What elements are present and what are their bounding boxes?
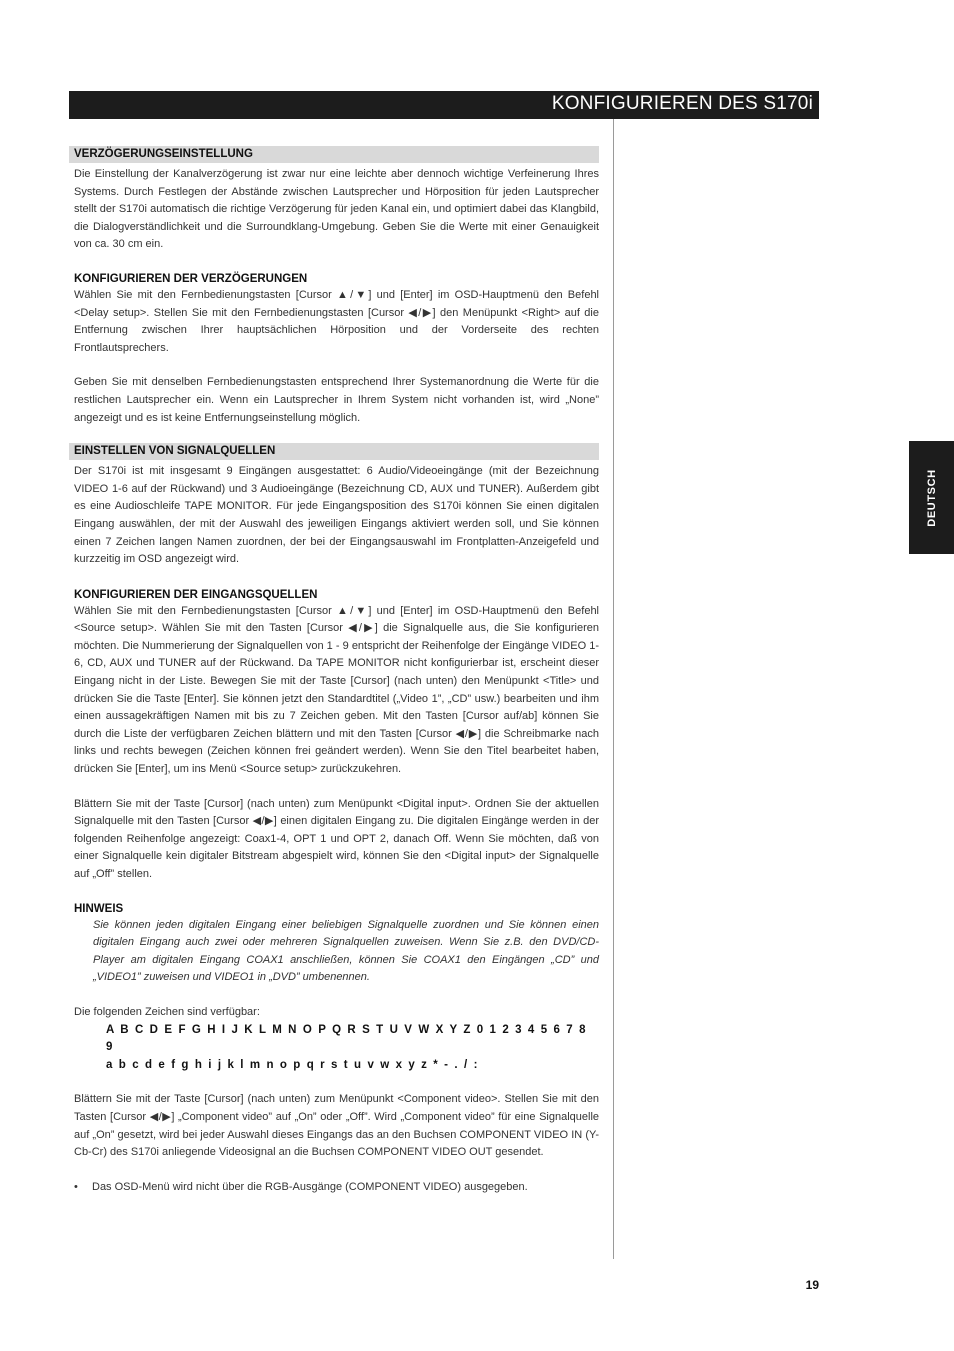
column-divider — [613, 119, 614, 1259]
note-text: Sie können jeden digitalen Eingang einer beliebigen Signalquelle zuordnen und Sie können einen digitalen Eingang auch zwei oder mehreren Signalquellen zuweisen. Wenn Sie z.B. den DVD/CD-Player am digitalen Eingang COAX1 anschließen, können Sie COAX1 den Eingängen „CD” und „VIDEO1” zuweisen und VIDEO1 in „DVD” umbenennen. — [93, 918, 599, 984]
sources-text: Der S170i ist mit insgesamt 9 Eingängen ausgestattet: 6 Audio/Videoeingänge (mit der Bezeichnung VIDEO 1-6 auf der Rückwand) und 3 Audioeingänge (Bezeichnung CD, AUX und TUNER). Außerdem gibt es eine Audioschleife TAPE MONITOR. Für jede Eingangsposition des S170i können Sie einen digitalen Eingang auswählen, der mit der Auswahl des jeweiligen Eingangs aktiviert werden soll, und Sie können einen 7 Zeichen langen Namen zuordnen, der bei der Eingangsauswahl im Frontplatten-Anzeigefeld und kurzzeitig im OSD angezeigt wird. — [74, 465, 599, 566]
heading-configure-inputs: KONFIGURIEREN DER EINGANGSQUELLEN — [74, 588, 318, 601]
language-tab-label: DEUTSCH — [925, 468, 938, 527]
configure-inputs-text-2: Blättern Sie mit der Taste [Cursor] (nach unten) zum Menüpunkt <Digital input>. Ordnen Sie der aktuellen Signalquelle mit den Tasten [Cursor ◀/▶] einen digitalen Eingang zu. Die digitalen Eingänge werden in der folgenden Reihenfolge angezeigt: Coax1-4, OPT 1 und OPT 2, danach Off. Wenn Sie möchten, daß von einer Signalquelle kein digitaler Bitstream abgespielt wird, können Sie den <Digital input> der Signalquelle auf „Off” stellen. — [74, 797, 599, 880]
language-tab — [909, 441, 954, 554]
header-bar — [69, 91, 819, 119]
bullet-icon: • — [74, 1180, 78, 1193]
page-number: 19 — [805, 1278, 819, 1292]
configure-delays-text-1: Wählen Sie mit den Fernbedienungstasten [Cursor ▲/▼] und [Enter] im OSD-Hauptmenü den Befehl <Delay setup>. Stellen Sie mit den Fernbedienungstasten [Cursor ◀/▶] den Menüpunkt <Right> auf die Entfernung zwischen Ihrer hauptsächlichen Hörposition und der Vorderseite des rechten Frontlautsprechers. — [74, 288, 599, 354]
component-video-text: Blättern Sie mit der Taste [Cursor] (nach unten) zum Menüpunkt <Component video>. Stellen Sie mit den Tasten [Cursor ◀/▶] „Component video” auf „On” oder „Off”. Wird „Component video” für eine Signalquelle auf „On” gesetzt, wird bei jeder Auswahl dieses Eingangs das an den Buchsen COMPONENT VIDEO IN (Y-Cb-Cr) des S170i anliegende Videosignal an die Buchsen COMPONENT VIDEO OUT gesendet. — [74, 1093, 599, 1159]
delay-setting-text: Die Einstellung der Kanalverzögerung ist zwar nur eine leichte aber dennoch wichtige Verfeinerung Ihres Systems. Durch Festlegen der Abstände zwischen Lautsprecher und Hörposition für jeden Lautsprecher stellt der S170i automatisch die richtige Verzögerung für jeden Kanal ein, und optimiert dabei das Klangbild, die Dialogverständlichkeit und die Surroundklang-Umgebung. Geben Sie die Werte mit einer Genauigkeit von ca. 30 cm ein. — [74, 168, 599, 251]
characters-intro: Die folgenden Zeichen sind verfügbar: — [74, 1005, 260, 1018]
page-title: KONFIGURIEREN DES S170i — [551, 93, 813, 114]
main-content — [74, 146, 599, 1196]
configure-inputs-text-1: Wählen Sie mit den Fernbedienungstasten [Cursor ▲/▼] und [Enter] im OSD-Hauptmenü den Befehl <Source setup>. Wählen Sie mit den Tasten [Cursor ◀/▶] die Signalquelle aus, die Sie konfigurieren möchten. Die Nummerierung der Signalquellen von 1 - 9 entspricht der Reihenfolge der Eingänge VIDEO 1-6, CD, AUX und TUNER auf der Rückwand. Da TAPE MONITOR nicht konfigurierbar ist, erscheint dieser Eingang nicht in der Liste. Bewegen Sie mit der Taste [Cursor] (nach unten) den Menüpunkt <Title> und drücken Sie die Taste [Enter]. Sie können jetzt den Standardtitel („Video 1”, „CD” usw.) bearbeiten und ihm einen aussagekräftigen Namen mit bis zu 7 Zeichen geben. Mit den Tasten [Cursor auf/ab] können Sie durch die Liste der verfügbaren Zeichen blättern und mit den Tasten [Cursor ◀/▶] die Schreibmarke nach links und rechts bewegen (Zeichen können frei geändert werden). Wenn Sie den Titel bearbeitet haben, drücken Sie [Enter], um ins Menü <Source setup> zurückzukehren. — [74, 604, 599, 776]
heading-configure-delays: KONFIGURIEREN DER VERZÖGERUNGEN — [74, 272, 308, 285]
bullet-item — [74, 1179, 599, 1197]
heading-note: HINWEIS — [74, 902, 124, 915]
section-heading-delay-setting: VERZÖGERUNGSEINSTELLUNG — [69, 146, 599, 163]
configure-delays-text-2: Geben Sie mit denselben Fernbedienungstasten entsprechend Ihrer Systemanordnung die Werte für die restlichen Lautsprecher ein. Wenn ein Lautsprecher in Ihrem System nicht vorhanden ist, wird „None” angezeigt und es ist keine Entfernungseinstellung möglich. — [74, 376, 599, 424]
characters-uppercase: A B C D E F G H I J K L M N O P Q R S T U V W X Y Z 0 1 2 3 4 5 6 7 8 9 — [106, 1023, 588, 1054]
section-heading-sources: EINSTELLEN VON SIGNALQUELLEN — [69, 443, 599, 460]
characters-lowercase: a b c d e f g h i j k l m n o p q r s t u v w x y z * - . / : — [106, 1058, 480, 1071]
bullet-text: Das OSD-Menü wird nicht über die RGB-Ausgänge (COMPONENT VIDEO) ausgegeben. — [92, 1180, 528, 1193]
